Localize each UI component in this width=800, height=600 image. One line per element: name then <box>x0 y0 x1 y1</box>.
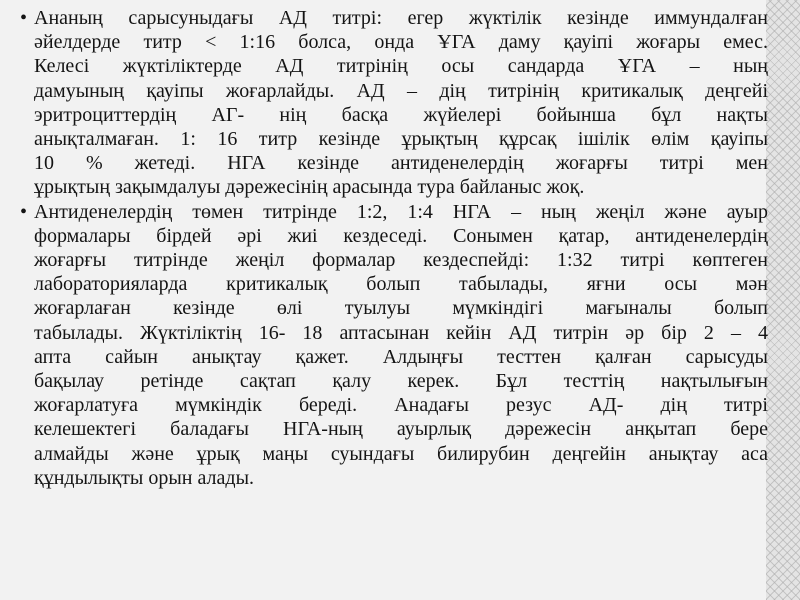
text-line: келешектегі баладағы НГА-ның ауырлық дәрежесін анқытап бере <box>34 418 768 441</box>
text-line: Антиденелердің төмен титрінде 1:2, 1:4 НГА – ның жеңіл және ауыр <box>34 200 768 223</box>
text-line: табылады. Жүктіліктің 16- 18 аптасынан кейін АД титрін әр бір 2 – 4 <box>34 321 768 344</box>
text-line: құндылықты орын алады. <box>34 466 255 489</box>
text-line: формалары бірдей әрі жиі кездеседі. Сонымен қатар, антиденелердің <box>34 224 768 247</box>
text-line: 10 % жетеді. НГА кезінде антиденелердің жоғарғы титрі мен <box>34 152 768 175</box>
text-line: лабораторияларда критикалық болып табылады, яғни осы мән <box>34 273 768 296</box>
bullet-item-2 <box>20 200 768 490</box>
text-line: жоғарлаған кезінде өлі туылуы мүмкіндігі мағыналы болып <box>34 297 768 320</box>
bullet-item-1 <box>20 6 768 200</box>
text-line: Келесі жүктіліктерде АД титрінің осы сандарда ҰГА – ның <box>34 55 768 78</box>
text-line: дамуының қауіпы жоғарлайды. АД – дің титрінің критикалық деңгейі <box>34 79 768 102</box>
bullet-icon: • <box>20 7 28 29</box>
text-line: Ананың сарысуныдағы АД титрі: егер жүктілік кезінде иммундалған <box>34 7 768 29</box>
slide-text-body <box>20 6 768 490</box>
text-line: алмайды және ұрық маңы суындағы билирубин деңгейін анықтау аса <box>34 442 768 465</box>
text-line: апта сайын анықтау қажет. Алдыңғы тесттен қалған сарысуды <box>34 345 768 368</box>
text-line: эритроциттердің АГ- нің басқа жүйелері бойынша бұл нақты <box>34 103 768 126</box>
text-line: анықталмаған. 1: 16 титр кезінде ұрықтың құрсақ ішілік өлім қауіпы <box>34 128 768 151</box>
bullet-icon: • <box>20 200 28 223</box>
text-line: бақылау ретінде сақтап қалу керек. Бұл тесттің нақтылығын <box>34 370 768 393</box>
text-line: жоғарғы титрінде жеңіл формалар кездеспейді: 1:32 титрі көптеген <box>34 249 768 272</box>
decorative-pattern-strip <box>766 0 800 600</box>
text-line: әйелдерде титр < 1:16 болса, онда ҰГА даму қауіпі жоғары емес. <box>34 31 768 54</box>
text-line: жоғарлатуға мүмкіндік береді. Анадағы резус АД- дің титрі <box>34 394 768 417</box>
text-line: ұрықтың зақымдалуы дәрежесінің арасында тура байланыс жоқ. <box>34 176 585 199</box>
